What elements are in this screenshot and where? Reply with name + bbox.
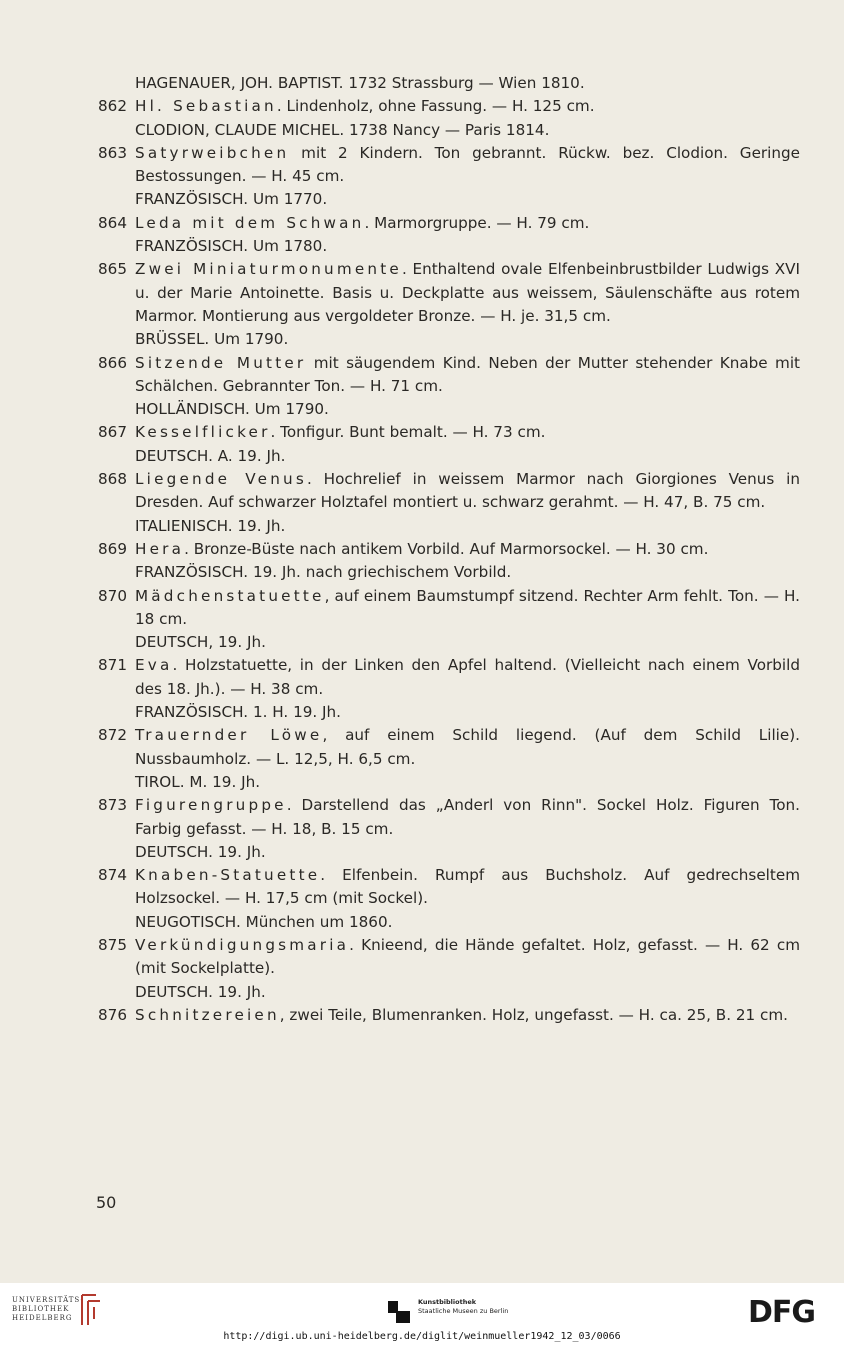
artist-header: FRANZÖSISCH. Um 1780.	[135, 237, 328, 256]
entry-description	[135, 258, 800, 328]
kb-line-1: Kunstbibliothek	[418, 1298, 477, 1306]
entry-title: Sitzende Mutter	[135, 353, 307, 372]
entry-title: Verkündigungsmaria	[135, 935, 350, 954]
entry-title: Mädchenstatuette	[135, 586, 325, 605]
entry-description	[135, 538, 800, 561]
artist-header: DEUTSCH, 19. Jh.	[135, 633, 266, 652]
catalogue-entry	[98, 794, 800, 841]
entry-text: mit 2 Kindern. Ton gebrannt. Rückw. bez. Clodion. Geringe Bestossungen. — H. 45 cm.	[135, 143, 800, 186]
entry-number: 863	[98, 143, 127, 162]
ub-line-2: BIBLIOTHEK	[12, 1305, 70, 1313]
artist-header: TIROL. M. 19. Jh.	[135, 772, 261, 791]
entry-description	[135, 585, 800, 632]
entry-title: Hera	[135, 539, 185, 558]
entry-description	[135, 352, 800, 399]
entry-title: Kesselflicker	[135, 423, 271, 442]
artist-header: DEUTSCH. 19. Jh.	[135, 842, 266, 861]
artist-header: DEUTSCH. 19. Jh.	[135, 982, 266, 1001]
entry-description	[135, 934, 800, 981]
catalogue-entry	[98, 95, 800, 118]
entry-text: . Elfenbein. Rumpf aus Buchsholz. Auf gedrechseltem Holzsockel. — H. 17,5 cm (mit Sockel).	[135, 866, 800, 908]
entry-text: . Knieend, die Hände gefaltet. Holz, gefasst. — H. 62 cm (mit Sockelplatte).	[135, 935, 800, 978]
entry-text: . Enthaltend ovale Elfenbeinbrustbilder Ludwigs XVI u. der Marie Antoinette. Basis u. Deckplatte aus weissem, Säulenschäfte aus rotem Marmor. Montierung aus vergoldeter Bronze. — H. je. 31,5 cm.	[135, 260, 800, 325]
entry-text: . Marmorgruppe. — H. 79 cm.	[364, 213, 590, 232]
artist-header: BRÜSSEL. Um 1790.	[135, 330, 289, 349]
catalogue-entries	[98, 72, 800, 1027]
entry-title: Hl. Sebastian	[135, 97, 277, 116]
artist-header: FRANZÖSISCH. 19. Jh. nach griechischem Vorbild.	[135, 563, 512, 582]
catalogue-entry	[98, 538, 800, 561]
entry-number: 871	[98, 656, 127, 675]
entry-title: Zwei Miniaturmonumente	[135, 260, 402, 279]
permalink-url[interactable]: http://digi.ub.uni-heidelberg.de/diglit/weinmueller1942_12_03/0066	[223, 1331, 621, 1342]
entry-number: 872	[98, 726, 127, 745]
entry-text: , auf einem Baumstumpf sitzend. Rechter Arm fehlt. Ton. — H. 18 cm.	[135, 586, 800, 628]
entry-text: . Holzstatuette, in der Linken den Apfel haltend. (Vielleicht nach einem Vorbild des 18. Jh.). — H. 38 cm.	[135, 656, 800, 698]
entry-text: , auf einem Schild liegend. (Auf dem Schild Lilie). Nussbaumholz. — L. 12,5, H. 6,5 cm.	[135, 726, 800, 768]
artist-header: FRANZÖSISCH. 1. H. 19. Jh.	[135, 703, 341, 722]
entry-description	[135, 468, 800, 515]
entry-description	[135, 421, 800, 444]
entry-description	[135, 724, 800, 771]
kb-line-2: Staatliche Museen zu Berlin	[418, 1307, 509, 1315]
dfg-logo[interactable]: DFG	[748, 1295, 816, 1330]
catalogue-entry	[98, 258, 800, 328]
entry-text: . Darstellend das „Anderl von Rinn". Sockel Holz. Figuren Ton. Farbig gefasst. — H. 18, B. 15 cm.	[135, 796, 800, 838]
catalogue-entry	[98, 421, 800, 444]
entry-text: . Bronze-Büste nach antikem Vorbild. Auf Marmorsockel. — H. 30 cm.	[184, 539, 709, 558]
entry-title: Leda mit dem Schwan	[135, 213, 365, 232]
entry-description	[135, 654, 800, 701]
entry-title: Schnitzereien	[135, 1005, 280, 1024]
entry-text: mit säugendem Kind. Neben der Mutter stehender Knabe mit Schälchen. Gebrannter Ton. — H. 71 cm.	[135, 353, 800, 395]
catalogue-entry	[98, 468, 800, 515]
artist-header: DEUTSCH. A. 19. Jh.	[135, 446, 286, 465]
ub-heidelberg-wordmark[interactable]	[12, 1296, 84, 1323]
entry-title: Eva	[135, 656, 173, 675]
entry-description	[135, 1004, 800, 1027]
entry-number: 876	[98, 1005, 127, 1024]
entry-title: Trauernder Löwe	[135, 726, 323, 745]
entry-number: 865	[98, 260, 127, 279]
artist-header: HOLLÄNDISCH. Um 1790.	[135, 400, 329, 419]
entry-text: , zwei Teile, Blumenranken. Holz, ungefasst. — H. ca. 25, B. 21 cm.	[279, 1005, 788, 1024]
entry-number: 867	[98, 423, 127, 442]
artist-header: FRANZÖSISCH. Um 1770.	[135, 190, 328, 209]
catalogue-entry	[98, 654, 800, 701]
ub-line-3: HEIDELBERG	[12, 1314, 73, 1322]
catalogue-entry	[98, 585, 800, 632]
entry-number: 869	[98, 539, 127, 558]
entry-description	[135, 794, 800, 841]
entry-description	[135, 95, 800, 118]
entry-description	[135, 212, 800, 235]
entry-number: 870	[98, 586, 127, 605]
entry-title: Liegende Venus	[135, 470, 307, 489]
ub-line-1: UNIVERSITÄTS-	[12, 1296, 84, 1304]
page-number: 50	[96, 1193, 117, 1212]
entry-number: 864	[98, 213, 127, 232]
catalogue-entry	[98, 864, 800, 911]
artist-header: NEUGOTISCH. München um 1860.	[135, 912, 393, 931]
catalogue-entry	[98, 142, 800, 189]
entry-text: . Hochrelief in weissem Marmor nach Giorgiones Venus in Dresden. Auf schwarzer Holztafel montiert u. schwarz gerahmt. — H. 47, B. 75 cm.	[135, 470, 801, 512]
entry-text: . Lindenholz, ohne Fassung. — H. 125 cm.	[276, 97, 595, 116]
catalogue-entry	[98, 724, 800, 771]
artist-header: HAGENAUER, JOH. BAPTIST. 1732 Strassburg — Wien 1810.	[135, 74, 585, 92]
catalogue-entry	[98, 212, 800, 235]
entry-title: Knaben-Statuette	[135, 866, 321, 885]
entry-number: 874	[98, 866, 127, 885]
catalogue-entry	[98, 352, 800, 399]
entry-description	[135, 864, 800, 911]
viewer-footer	[0, 1283, 844, 1345]
catalogue-entry	[98, 934, 800, 981]
artist-header: CLODION, CLAUDE MICHEL. 1738 Nancy — Paris 1814.	[135, 120, 550, 139]
entry-title: Satyrweibchen	[135, 143, 290, 162]
entry-number: 866	[98, 353, 127, 372]
entry-description	[135, 142, 800, 189]
entry-number: 873	[98, 796, 127, 815]
entry-title: Figurengruppe	[135, 796, 287, 815]
kunstbibliothek-wordmark	[418, 1298, 508, 1316]
ub-heidelberg-logo-icon[interactable]	[78, 1293, 102, 1327]
entry-number: 875	[98, 935, 127, 954]
entry-number: 862	[98, 97, 127, 116]
kunstbibliothek-logo-icon[interactable]	[386, 1297, 412, 1325]
entry-text: . Tonfigur. Bunt bemalt. — H. 73 cm.	[270, 423, 546, 442]
artist-header: ITALIENISCH. 19. Jh.	[135, 516, 286, 535]
entry-number: 868	[98, 470, 127, 489]
catalogue-entry	[98, 1004, 800, 1027]
